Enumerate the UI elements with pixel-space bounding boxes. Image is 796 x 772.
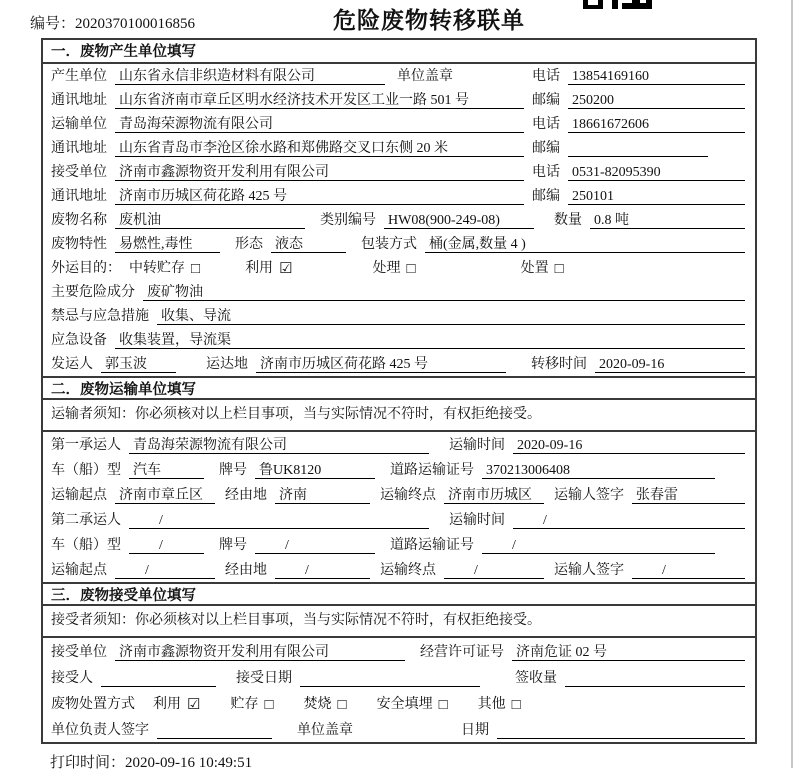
field-value-blank [565,670,745,687]
field-value: 250200 [568,92,745,109]
field-label: 邮编 [532,141,560,156]
row-right [532,140,745,157]
row-right [532,164,745,181]
field-value: 0.8 吨 [590,212,745,229]
field-label: 包装方式 [361,237,417,252]
option-other [478,693,521,713]
field-label: 牌号 [219,538,247,553]
row-emergency-equipment [43,328,755,352]
option-incinerate [304,693,347,713]
row-left [51,164,532,181]
checkbox-unchecked-icon: □ [191,261,201,277]
option-label: 处理 [372,261,401,276]
row-first-carrier [43,432,755,457]
field-label: 道路运输证号 [390,463,474,478]
field-value: 济南 [275,487,370,504]
field-value: / [482,537,715,554]
option-landfill [377,693,448,713]
field-label: 经由地 [225,563,267,578]
field-value: 桶(金属,数量 4 ) [425,236,745,253]
page-edge-line [791,0,793,768]
stamp-label: 单位盖章 [397,69,453,84]
field-label: 第一承运人 [51,438,121,453]
field-value: 青岛海荣源物流有限公司 [129,437,429,454]
field-label: 运输时间 [449,513,505,528]
page-title: 危险废物转移联单 [333,7,525,33]
row-right [532,68,745,85]
row-left [51,188,532,205]
section2-heading: 二．废物运输单位填写 [43,376,755,400]
checkbox-unchecked-icon: □ [438,697,448,713]
option-label: 其他 [477,697,506,712]
field-value: 济南市历城区 [444,487,544,504]
transfer-form [41,38,757,744]
row-producer-unit [43,64,755,88]
field-label: 电话 [532,69,560,84]
field-label: 经营许可证号 [420,645,504,660]
field-value: 2020-09-16 [595,356,745,373]
field-value: / [275,562,370,579]
field-label: 通讯地址 [51,189,107,204]
serial-value: 2020370100016856 [75,16,196,32]
row-left [51,140,532,157]
serial-number-line [30,12,195,33]
field-value: 18661672606 [568,116,745,133]
row-route-1 [43,482,755,507]
field-label: 废物特性 [51,237,107,252]
field-value: 山东省永信非织造材料有限公司 [115,68,385,85]
field-label: 类别编号 [320,213,376,228]
field-value: 济南市历城区荷花路 425 号 [256,356,506,373]
field-label: 签收量 [515,671,557,686]
field-value: 山东省济南市章丘区明水经济技术开发区工业一路 501 号 [115,92,524,109]
field-value: HW08(900-249-08) [384,212,534,229]
row-left [51,68,532,85]
field-value: 2020-09-16 [513,437,745,454]
field-label: 运输时间 [449,438,505,453]
field-label: 通讯地址 [51,141,107,156]
row-waste-name [43,208,755,232]
print-time-label: 打印时间： [50,755,126,771]
checkbox-unchecked-icon: □ [511,697,521,713]
field-value-blank [157,722,272,739]
field-label: 废物名称 [51,213,107,228]
field-label: 道路运输证号 [390,538,474,553]
option-label: 安全填埋 [376,697,433,712]
option-dispose [521,257,564,277]
row-accept-unit [43,638,755,664]
field-label: 通讯地址 [51,93,107,108]
field-value: 收集装置，导流渠 [115,332,745,349]
field-label: 形态 [235,237,263,252]
field-label: 运输起点 [51,488,107,503]
receiver-notice: 接受者须知：你必须核对以上栏目事项，当与实际情况不符时，有权拒绝接受。 [43,606,755,638]
field-value: 郭玉波 [101,356,176,373]
field-value: 汽车 [129,462,204,479]
field-value: 13854169160 [568,68,745,85]
field-label: 运输终点 [380,488,436,503]
field-value: 济南市鑫源物资开发利用有限公司 [115,164,524,181]
option-label: 贮存 [230,697,259,712]
field-value-blank [300,670,480,687]
field-label: 接受日期 [236,671,292,686]
row-waste-traits [43,232,755,256]
field-label: 运达地 [206,357,248,372]
field-label: 经由地 [225,488,267,503]
transporter-notice: 运输者须知：你必须核对以上栏目事项，当与实际情况不符时，有权拒绝接受。 [43,400,755,432]
row-second-carrier [43,507,755,532]
row-accept-person [43,664,755,690]
option-utilize [153,693,200,713]
field-label: 接受单位 [51,645,107,660]
row-producer-address [43,88,755,112]
field-label: 电话 [532,165,560,180]
row-transport-unit [43,112,755,136]
row-vehicle-2 [43,532,755,557]
field-label: 接受单位 [51,165,107,180]
field-value: 370213006408 [482,462,715,479]
field-value: / [129,537,204,554]
row-left [51,92,532,109]
field-label: 电话 [532,117,560,132]
field-label: 运输人签字 [554,488,624,503]
row-route-2 [43,557,755,582]
field-value: 济南市历城区荷花路 425 号 [115,188,524,205]
option-utilize [245,257,292,277]
field-label: 发运人 [51,357,93,372]
field-value-blank [568,140,708,157]
row-disposal-method [43,690,755,716]
field-label: 运输人签字 [554,563,624,578]
field-value: 济南市鑫源物资开发利用有限公司 [115,644,405,661]
checkbox-unchecked-icon: □ [264,697,274,713]
field-label: 产生单位 [51,69,107,84]
option-label: 处置 [520,261,549,276]
field-label: 运输起点 [51,563,107,578]
row-right [532,92,745,109]
qr-code-fragment-icon [583,0,653,10]
field-label: 接受人 [51,671,93,686]
option-storage [230,693,273,713]
field-value: 济南危证 02 号 [512,644,745,661]
field-label: 运输终点 [380,563,436,578]
row-receiver-address [43,184,755,208]
field-label: 牌号 [219,463,247,478]
field-value: 废矿物油 [143,284,745,301]
field-value: / [444,562,544,579]
print-time-value: 2020-09-16 10:49:51 [125,755,253,771]
field-value: 收集、导流 [157,308,745,325]
row-transfer-purpose [43,256,755,280]
option-label: 中转贮存 [129,261,185,276]
stamp-label: 单位盖章 [297,723,353,738]
section1-heading: 一．废物产生单位填写 [43,40,755,64]
field-value: 液态 [271,236,346,253]
field-label: 车（船）型 [51,538,121,553]
serial-label: 编号： [30,16,76,32]
row-vehicle-1 [43,457,755,482]
checkbox-unchecked-icon: □ [554,261,564,277]
field-label: 第二承运人 [51,513,121,528]
field-value: 250101 [568,188,745,205]
section3-heading: 三．废物接受单位填写 [43,582,755,606]
field-value: / [129,512,429,529]
row-right [532,188,745,205]
row-hazard-components [43,280,755,304]
field-label: 应急设备 [51,333,107,348]
field-value: / [255,537,375,554]
row-left [51,116,532,133]
field-label: 日期 [461,723,489,738]
field-label: 邮编 [532,189,560,204]
row-emergency-measures [43,304,755,328]
print-time-line [50,751,252,772]
checkbox-checked-icon: ☑ [187,697,201,713]
field-label: 外运目的： [51,261,121,276]
field-value: / [115,562,215,579]
field-label: 车（船）型 [51,463,121,478]
checkbox-unchecked-icon: □ [337,697,347,713]
option-label: 利用 [153,697,181,712]
field-value-blank [497,722,745,739]
field-value: 山东省青岛市李沧区徐水路和郑佛路交叉口东侧 20 米 [115,140,524,157]
field-value: 废机油 [115,212,305,229]
field-label: 运输单位 [51,117,107,132]
option-label: 利用 [245,261,274,276]
checkbox-unchecked-icon: □ [406,261,416,277]
field-value: / [513,512,745,529]
field-value: 济南市章丘区 [115,487,215,504]
row-shipper [43,352,755,376]
field-label: 禁忌与应急措施 [51,309,149,324]
field-label: 废物处置方式 [51,697,135,712]
field-value: / [632,562,745,579]
field-value: 易燃性,毒性 [115,236,220,253]
field-value: 0531-82095390 [568,164,745,181]
field-value-blank [101,670,216,687]
row-responsible-signature [43,716,755,742]
row-right [532,116,745,133]
field-label: 邮编 [532,93,560,108]
field-label: 单位负责人签字 [51,723,149,738]
option-label: 焚烧 [303,697,332,712]
field-value: 鲁UK8120 [255,462,375,479]
field-label: 数量 [554,213,582,228]
option-treat [373,257,416,277]
checkbox-checked-icon: ☑ [279,261,293,277]
row-receiver-unit [43,160,755,184]
field-value: 青岛海荣源物流有限公司 [115,116,524,133]
field-value: 张春雷 [632,487,745,504]
field-label: 主要危险成分 [51,285,135,300]
option-transit-storage [129,257,200,277]
field-label: 转移时间 [531,357,587,372]
row-transport-address [43,136,755,160]
